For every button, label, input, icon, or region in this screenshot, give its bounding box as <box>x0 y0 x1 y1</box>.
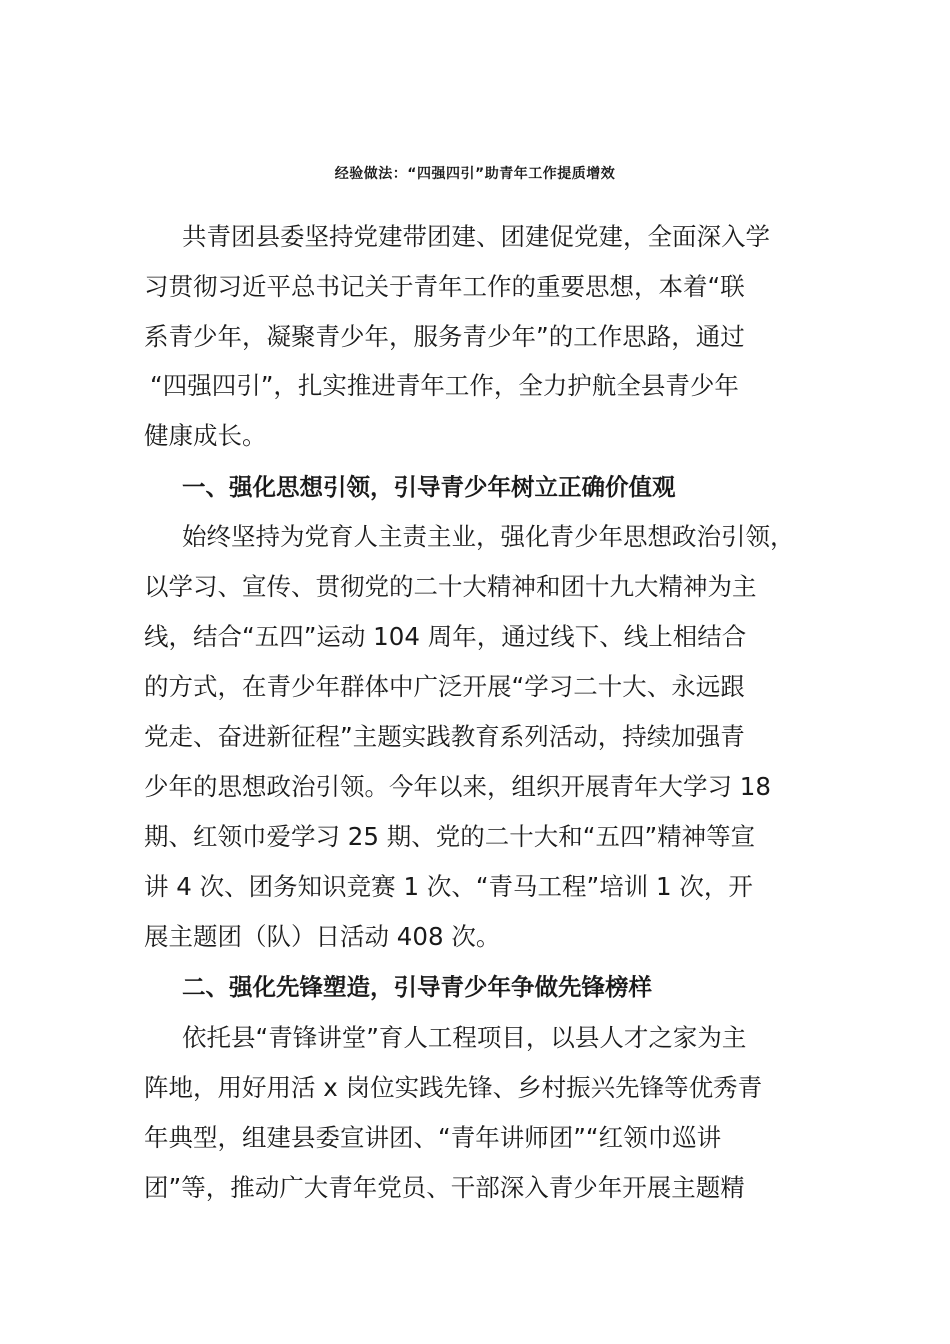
para-2-line-6: 少年的思想政治引领。今年以来，组织开展青年大学习 18 <box>144 772 771 801</box>
para-3-line-3: 年典型，组建县委宣讲团、“青年讲师团”“红领巾巡讲 <box>144 1123 722 1152</box>
para-1-line-2: 习贯彻习近平总书记关于青年工作的重要思想，本着“联 <box>144 272 745 301</box>
section-heading-2: 二、强化先锋塑造，引导青少年争做先锋榜样 <box>182 973 652 1001</box>
para-2-line-8: 讲 4 次、团务知识竞赛 1 次、“青马工程”培训 1 次，开 <box>144 872 753 901</box>
para-2-line-1: 始终坚持为党育人主责主业，强化青少年思想政治引领， <box>182 522 795 551</box>
para-2-line-4: 的方式，在青少年群体中广泛开展“学习二十大、永远跟 <box>144 672 745 701</box>
para-2-line-3: 线，结合“五四”运动 104 周年，通过线下、线上相结合 <box>144 622 747 651</box>
para-1-line-4: “四强四引”，扎实推进青年工作，全力护航全县青少年 <box>150 371 739 400</box>
para-2-line-9: 展主题团（队）日活动 408 次。 <box>144 922 501 951</box>
para-3-line-1: 依托县“青锋讲堂”育人工程项目，以县人才之家为主 <box>182 1023 747 1052</box>
para-1-line-1: 共青团县委坚持党建带团建、团建促党建，全面深入学 <box>182 222 770 251</box>
para-3-line-4: 团”等，推动广大青年党员、干部深入青少年开展主题精 <box>144 1173 745 1202</box>
para-3-line-2: 阵地，用好用活 x 岗位实践先锋、乡村振兴先锋等优秀青 <box>144 1073 763 1102</box>
para-1-line-3: 系青少年，凝聚青少年，服务青少年”的工作思路，通过 <box>144 322 745 351</box>
para-2-line-7: 期、红领巾爱学习 25 期、党的二十大和“五四”精神等宣 <box>144 822 756 851</box>
para-2-line-5: 党走、奋进新征程”主题实践教育系列活动，持续加强青 <box>144 722 745 751</box>
document-title: 经验做法：“四强四引”助青年工作提质增效 <box>334 166 616 182</box>
section-heading-1: 一、强化思想引领，引导青少年树立正确价值观 <box>182 473 676 501</box>
para-2-line-2: 以学习、宣传、贯彻党的二十大精神和团十九大精神为主 <box>144 572 757 601</box>
para-1-line-5: 健康成长。 <box>144 421 267 450</box>
